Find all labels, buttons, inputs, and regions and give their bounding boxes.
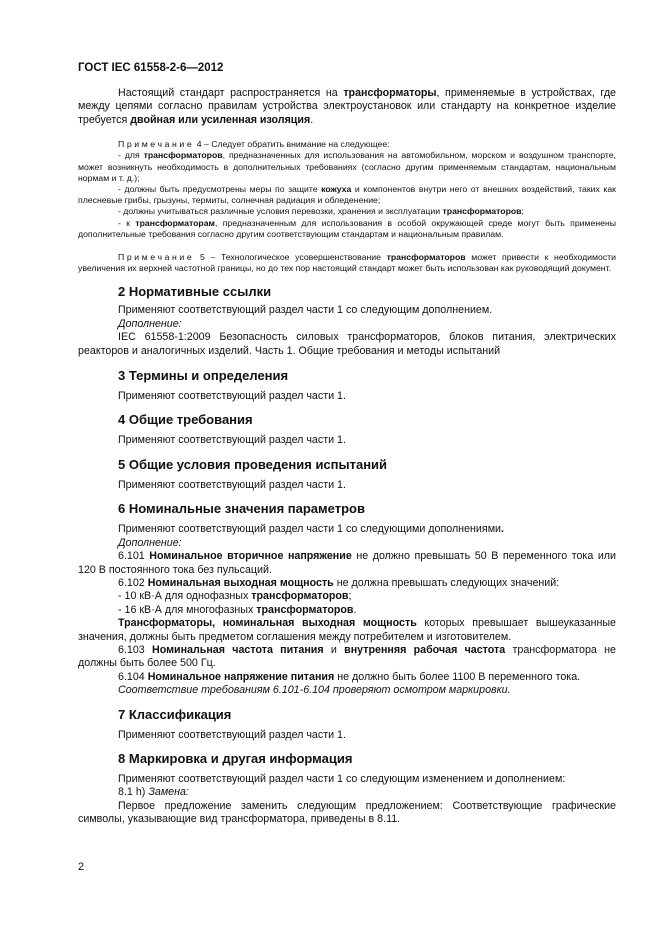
section-5-text: Применяют соответствующий раздел части 1. (118, 478, 346, 491)
section-8-text: Применяют соответствующий раздел части 1 со следующим изменением и дополнением: (118, 772, 566, 785)
section-3-heading: 3 Термины и определения (118, 368, 289, 384)
compliance-check: Соответствие требованиям 6.101-6.104 проверяют осмотром маркировки. (118, 684, 511, 697)
clause-8-1-h: 8.1 h) Замена: (118, 786, 189, 799)
addition-label: Дополнение: (118, 536, 182, 549)
clause-6-104: 6.104 Номинальное напряжение питания не должно быть более 1100 В переменного тока. (118, 670, 581, 683)
clause-6-102: 6.102 Номинальная выходная мощность не должна превышать следующих значений: (118, 576, 560, 589)
note-label: Примечание (118, 139, 195, 150)
section-2-heading: 2 Нормативные ссылки (118, 284, 272, 300)
note-4-item: - к трансформаторам, предназначенным для использования в особой окружающей среде могут быть применены дополнительные требования согласно другим соответствующим стандартам и национальным правилам. (78, 217, 617, 239)
list-item: - 10 кВ·А для однофазных трансформаторов; (118, 590, 352, 603)
document-header: ГОСТ IEC 61558-2-6—2012 (78, 62, 224, 74)
page-number: 2 (78, 861, 85, 873)
section-7-text: Применяют соответствующий раздел части 1. (118, 728, 346, 741)
note-4: Примечание 4 – Следует обратить внимание на следующее: - для трансформаторов, предназначенных для использования на автомобильном, морском и воздушном транспорте, может возникнуть необходимость в дополнительных требованиях (согласно другим применяемым стандартам, национальным нормам и т. д.); - должны быть предусмотрены меры по защите кожуха и компонентов внутри него от внешних воздействий, таких как плесневые грибы, грызуны, термиты, солнечная радиация и обледенение; - должны учитываться различные условия перевозки, хранения и эксплуатации трансформаторов; - к трансформаторам, предназначенным для использования в особой окружающей среде могут быть применены дополнительные требования согласно другим соответствующим стандартам и национальным правилам. (78, 139, 617, 239)
section-2-text: Применяют соответствующий раздел части 1 со следующим дополнением. (118, 304, 493, 317)
section-6-text: Применяют соответствующий раздел части 1 со следующими дополнениями. (118, 523, 504, 536)
clause-6-103: 6.103 Номинальная частота питания и внутренняя рабочая частота трансформатора не должны быть более 500 Гц. (78, 643, 616, 670)
section-5-heading: 5 Общие условия проведения испытаний (118, 456, 388, 472)
replacement-text: Первое предложение заменить следующим предложением: Соответствующие графические символы, указывающие вид трансформатора, приведены в 8.11. (78, 799, 616, 826)
scope-paragraph: Настоящий стандарт распространяется на трансформаторы, применяемые в устройствах, где между цепями согласно правилам устройства электроустановок или стандарту на конкретное изделие требуется двойная или усиленная изоляция. (78, 87, 616, 126)
document-body (78, 87, 616, 827)
section-3-text: Применяют соответствующий раздел части 1. (118, 390, 346, 403)
clause-6-101: 6.101 Номинальное вторичное напряжение не должно превышать 50 В переменного тока или 120 В постоянного тока без пульсаций. (78, 550, 616, 576)
addition-label: Дополнение: (118, 317, 182, 330)
list-item: - 16 кВ·А для многофазных трансформаторов. (118, 603, 357, 616)
section-7-heading: 7 Классификация (118, 706, 232, 722)
section-6-heading: 6 Номинальные значения параметров (118, 501, 365, 517)
note-4-item: - должны быть предусмотрены меры по защите кожуха и компонентов внутри него от внешних воздействий, таких как плесневые грибы, грызуны, термиты, солнечная радиация и обледенение; (78, 184, 616, 206)
note-4-item: - должны учитываться различные условия перевозки, хранения и эксплуатации трансформаторов; (118, 206, 524, 217)
section-4-heading: 4 Общие требования (118, 412, 253, 428)
section-8-heading: 8 Маркировка и другая информация (118, 750, 353, 766)
note-label: Примечание (118, 252, 195, 263)
normative-reference: IEC 61558-1:2009 Безопасность силовых трансформаторов, блоков питания, электрических реакторов и аналогичных изделий. Часть 1. Общие требования и методы испытаний (78, 331, 616, 357)
note-5: Примечание 5 – Технологическое усовершенствование трансформаторов может привести к необходимости увеличения их верхней частотной границы, но до тех пор настоящий стандарт может быть использован как руководящий документ. (78, 252, 616, 274)
section-4-text: Применяют соответствующий раздел части 1. (118, 434, 346, 447)
note-4-item: - для трансформаторов, предназначенных для использования на автомобильном, морском и воздушном транспорте, может возникнуть необходимость в дополнительных требованиях (согласно другим применяемым стандартам, национальным нормам и т. д.); (78, 150, 616, 183)
power-agreement-text: Трансформаторы, номинальная выходная мощность которых превышает вышеуказанные значения, должны быть предметом соглашения между потребителем и изготовителем. (78, 617, 616, 643)
